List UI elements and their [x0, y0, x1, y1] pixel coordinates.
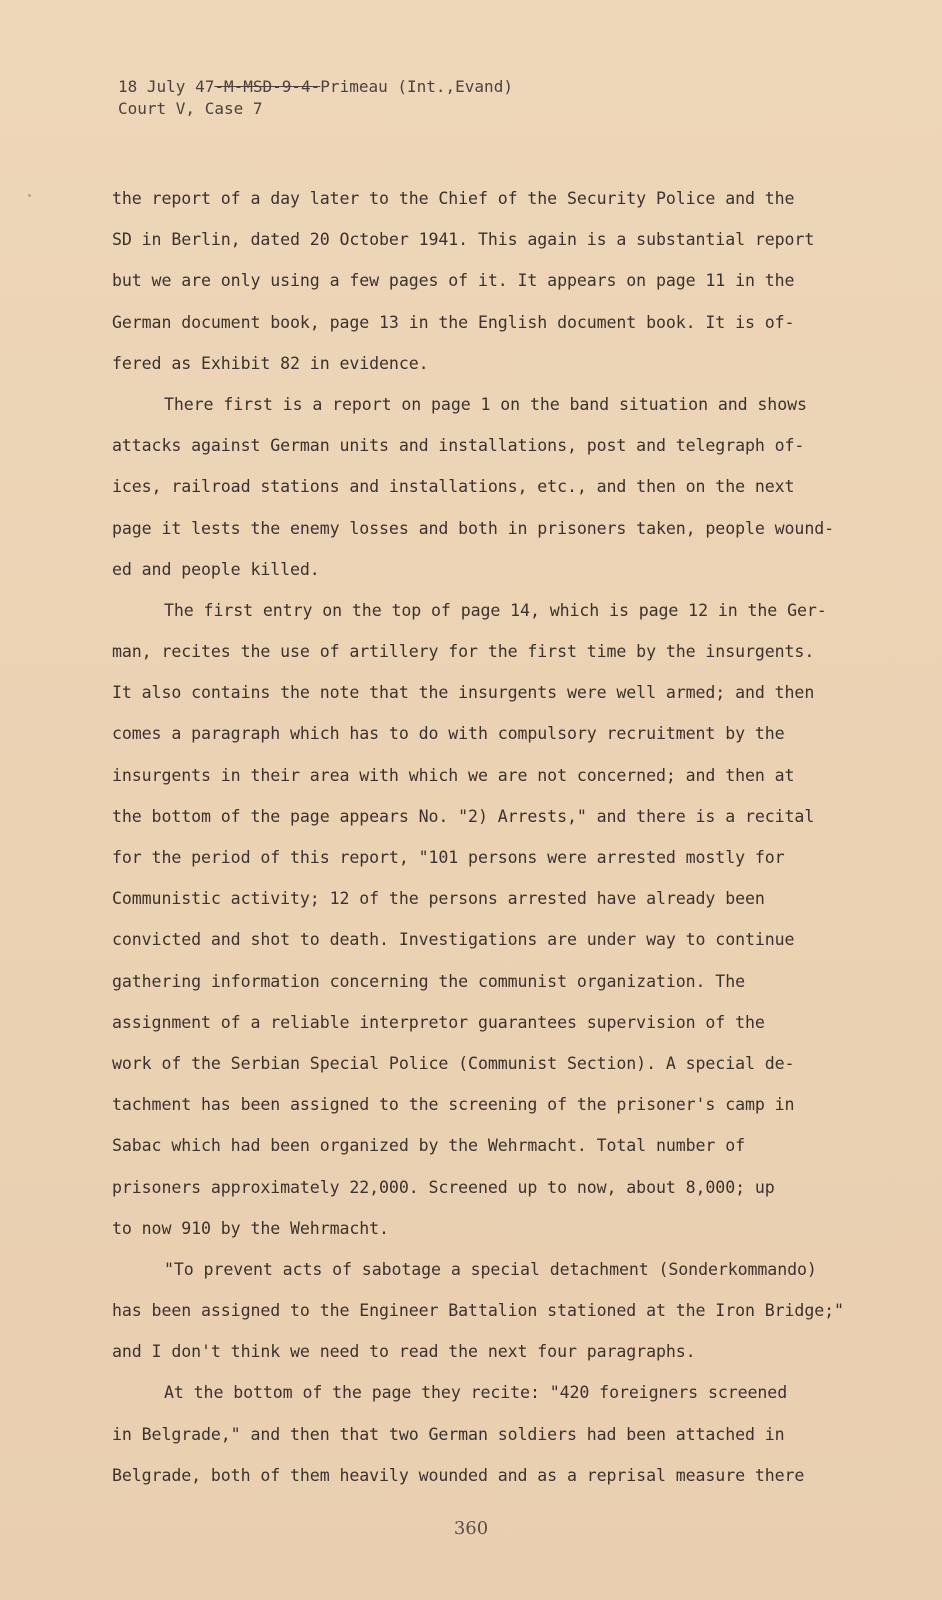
- text-line: page it lests the enemy losses and both in prisoners taken, people wound-: [112, 518, 834, 538]
- text-line: prisoners approximately 22,000. Screened up to now, about 8,000; up: [112, 1177, 775, 1197]
- text-line: gathering information concerning the communist organization. The: [112, 971, 745, 991]
- text-line: to now 910 by the Wehrmacht.: [112, 1218, 389, 1238]
- text-line: At the bottom of the page they recite: "420 foreigners screened: [164, 1383, 788, 1403]
- header-date: 18 July 47: [118, 77, 215, 96]
- text-line: "To prevent acts of sabotage a special detachment (Sonderkommando): [164, 1259, 817, 1279]
- text-line: SD in Berlin, dated 20 October 1941. This again is a substantial report: [112, 230, 815, 250]
- text-line: It also contains the note that the insurgents were well armed; and then: [112, 683, 815, 703]
- text-line: convicted and shot to death. Investigations are under way to continue: [112, 930, 795, 950]
- text-line: ices, railroad stations and installations, etc., and then on the next: [112, 477, 795, 497]
- text-line: man, recites the use of artillery for the first time by the insurgents.: [112, 642, 815, 662]
- text-line: insurgents in their area with which we are not concerned; and then at: [112, 765, 795, 785]
- text-line: Sabac which had been organized by the Wehrmacht. Total number of: [112, 1136, 745, 1156]
- text-line: but we are only using a few pages of it. It appears on page 11 in the: [112, 271, 795, 291]
- text-line: the report of a day later to the Chief of the Security Police and the: [112, 189, 795, 208]
- header-line-1: [118, 76, 513, 98]
- text-line: has been assigned to the Engineer Battalion stationed at the Iron Bridge;": [112, 1301, 844, 1321]
- transcript-header: [118, 76, 513, 120]
- text-line: Belgrade, both of them heavily wounded and as a reprisal measure there: [112, 1465, 805, 1485]
- page-number: 360: [453, 1518, 489, 1539]
- text-line: assignment of a reliable interpretor guarantees supervision of the: [112, 1012, 765, 1032]
- text-line: attacks against German units and installations, post and telegraph of-: [112, 436, 805, 456]
- header-name: Primeau (Int.,Evand): [320, 77, 513, 96]
- text-line: tachment has been assigned to the screening of the prisoner's camp in: [112, 1095, 795, 1115]
- text-line: in Belgrade," and then that two German soldiers had been attached in: [112, 1424, 785, 1444]
- header-struck-text: -M-MSD-9-4-: [214, 77, 321, 96]
- text-line: fered as Exhibit 82 in evidence.: [112, 353, 429, 373]
- text-line: for the period of this report, "101 persons were arrested mostly for: [112, 848, 785, 867]
- transcript-body: [112, 178, 854, 1496]
- header-court: Court V, Case 7: [118, 99, 263, 118]
- text-line: Communistic activity; 12 of the persons arrested have already been: [112, 889, 765, 909]
- paper-speck: [28, 194, 31, 197]
- text-line: the bottom of the page appears No. "2) Arrests," and there is a recital: [112, 806, 815, 826]
- text-line: German document book, page 13 in the English document book. It is of-: [112, 312, 795, 332]
- text-line: There first is a report on page 1 on the band situation and shows: [164, 394, 807, 414]
- text-line: The first entry on the top of page 14, which is page 12 in the Ger-: [164, 600, 827, 620]
- text-line: ed and people killed.: [112, 559, 320, 579]
- text-line: work of the Serbian Special Police (Communist Section). A special de-: [112, 1053, 795, 1073]
- text-line: comes a paragraph which has to do with compulsory recruitment by the: [112, 724, 785, 744]
- text-line: and I don't think we need to read the next four paragraphs.: [112, 1342, 696, 1362]
